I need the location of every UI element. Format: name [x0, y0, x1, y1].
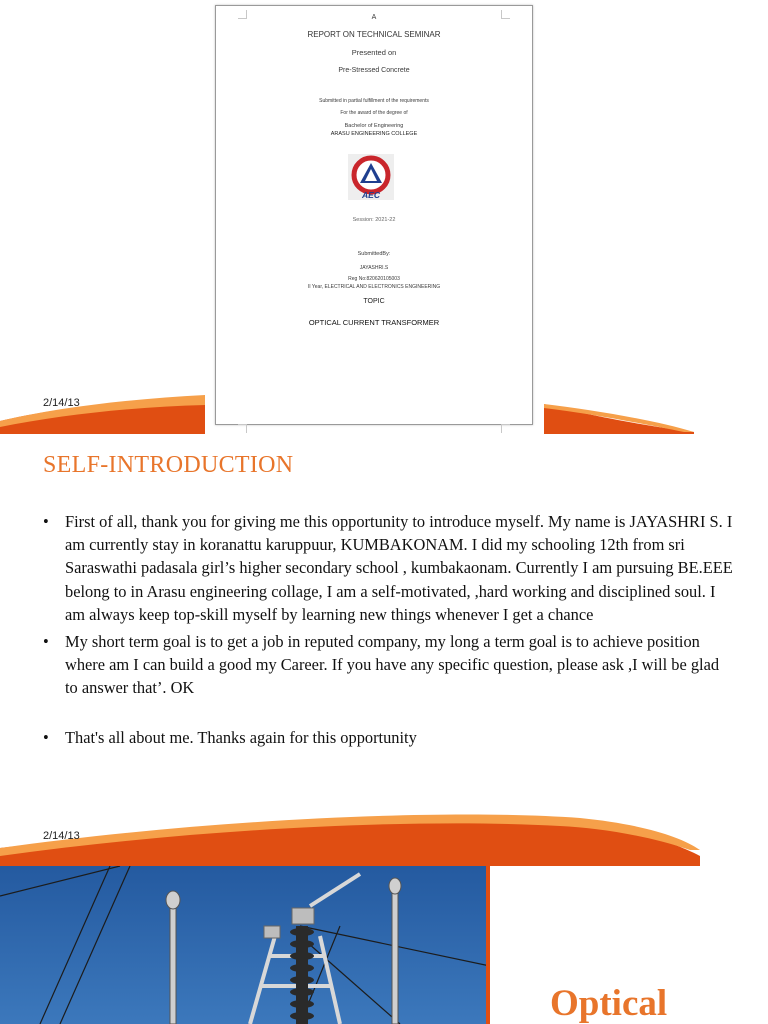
slide-3: [0, 866, 768, 1024]
reg-number: Reg No:820620105003: [348, 276, 400, 282]
bullet-item: [43, 630, 733, 700]
submitted-by: SubmittedBy:: [357, 251, 391, 257]
year-department: II Year, ELECTRICAL AND ELECTRONICS ENGINEERING: [307, 284, 441, 290]
bottom-orange-swoosh: [0, 806, 700, 866]
report-cover-page: [215, 5, 533, 425]
topic-label: TOPIC: [363, 298, 385, 305]
right-orange-swoosh: [544, 404, 768, 434]
bullet-text: First of all, thank you for giving me this opportunity to introduce myself. My name is JAYASHRI S. I am currently stay in koranattu karuppuur, KUMBAKONAM. I did my schooling 12th from sri Saraswathi padasala girl’s higher secondary school , kumbakaonam. Currently I am pursuing BE.EEE belong to in Arasu engineering collage, I am a self-motivated, ,hard working and disciplined soul. I am always keep top-skill myself by learning new things whenever I get a chance: [65, 512, 733, 624]
slide-date: 2/14/13: [43, 397, 80, 409]
bullet-text: That's all about me. Thanks again for this opportunity: [65, 727, 417, 747]
degree-line: Bachelor of Engineering: [344, 123, 404, 129]
seminar-subject: Pre-Stressed Concrete: [338, 67, 410, 74]
power-line-photo: [0, 866, 490, 1024]
student-name: JAYASHRI.S: [359, 265, 389, 271]
page-corner-mark: [501, 424, 510, 433]
award-line: For the award of the degree of: [340, 110, 408, 116]
page-corner-mark: [238, 424, 247, 433]
slide-title: SELF-INTRODUCTION: [43, 452, 294, 478]
bullet-item: [43, 510, 733, 626]
topic-title: OPTICAL CURRENT TRANSFORMER: [308, 318, 440, 327]
bullet-icon: •: [43, 512, 49, 531]
slide-2: [0, 434, 768, 866]
college-logo-text: AEC: [362, 190, 380, 200]
slide-title: Optical: [550, 983, 668, 1024]
college-logo: [348, 154, 394, 200]
report-a-label: A: [371, 14, 377, 21]
college-name: ARASU ENGINEERING COLLEGE: [330, 131, 418, 137]
bullet-icon: •: [43, 632, 49, 652]
slide-1: [0, 0, 768, 434]
slide-date: 2/14/13: [43, 830, 80, 842]
session-line: Session: 2021-22: [352, 217, 396, 223]
report-title: REPORT ON TECHNICAL SEMINAR: [307, 30, 441, 39]
submitted-partial: Submitted in partial fulfillment of the requirements: [319, 98, 429, 104]
left-orange-swoosh: [0, 395, 205, 434]
bullet-item: [43, 726, 733, 749]
bullet-icon: •: [43, 727, 49, 747]
presented-on: Presented on: [351, 48, 397, 57]
bullet-text: My short term goal is to get a job in reputed company, my long a term goal is to achieve position where am I can build a good my Career. If you have any specific question, please ask ,I will be glad to answer that’. OK: [65, 632, 720, 698]
bullet-list: [43, 510, 733, 753]
